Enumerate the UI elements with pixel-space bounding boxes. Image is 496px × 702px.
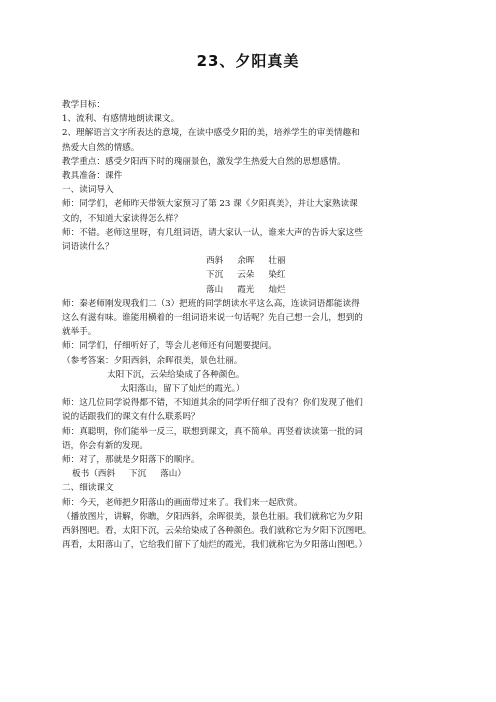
word-row [62, 283, 442, 297]
text-line: 文的，不知道大家读得怎么样？ [62, 213, 183, 224]
text-line: 师：同学们，仔细听好了，等会儿老师还有问题要提问。 [62, 341, 277, 352]
text-line: （播放图片，讲解，你瞧，夕阳西斜，余晖很美，景色壮丽。我们就称它为夕阳 [62, 511, 363, 522]
text-line: 师：这几位同学说得都不错，不知道其余的同学听仔细了没有？你们发现了他们 [62, 398, 363, 409]
word: 霞光 [237, 284, 255, 295]
word: 西斜 [206, 256, 224, 267]
blackboard-note [62, 467, 442, 481]
text-line: 太阳落山，留下了灿烂的霞光。） [120, 384, 245, 395]
text-line: 教具准备：课件 [62, 171, 123, 182]
word: 下沉 [206, 270, 224, 281]
text-line: 西斜图吧。看，太阳下沉，云朵给染成了各种颜色。我们就称它为夕阳下沉图吧。 [62, 526, 372, 537]
word: 灿烂 [268, 284, 286, 295]
text-line: 师：真聪明，你们能举一反三，联想到课文，真不简单。再竖着读读第一批的词 [62, 426, 363, 437]
text-line: 1、流利、有感情地朗读课文。 [62, 114, 180, 125]
text-line: 词语读什么？ [62, 242, 114, 253]
text-line: 语，你会有新的发现。 [62, 440, 148, 451]
text-line: 师：对了，那就是夕阳落下的顺序。 [62, 455, 200, 466]
text-line: 教学目标： [62, 100, 105, 110]
board-item: 板书（西斜 [72, 469, 115, 480]
word: 壮丽 [268, 256, 286, 267]
word-row [62, 268, 442, 282]
board-item: 下沉 [128, 469, 147, 480]
section-heading: 二、细读课文 [62, 483, 114, 494]
text-line: 师：不错。老师这里呀，有几组词语，请大家认一认，谁来大声的告诉大家这些 [62, 227, 363, 238]
word-row [62, 254, 442, 268]
text-line: 就举手。 [62, 327, 97, 338]
word: 余晖 [237, 256, 255, 267]
text-line: 太阳下沉，云朵给染成了各种颜色。 [107, 369, 245, 380]
text-line: 说的话跟我们的课文有什么联系吗？ [62, 412, 200, 423]
text-line: （参考答案：夕阳西斜，余晖很美，景色壮丽。 [62, 355, 243, 366]
section-heading: 一、读词导入 [62, 185, 114, 196]
document-body [62, 98, 442, 553]
page-title: 23、夕阳真美 [196, 52, 300, 70]
text-line: 热爱大自然的情感。 [62, 142, 140, 153]
text-line: 师：同学们，老师昨天带领大家预习了第 23 课《夕阳真美》，并让大家熟读课 [62, 199, 358, 210]
text-line: 师：秦老师刚发现我们二（3）把班的同学朗读水平这么高，连读词语都能读得 [62, 298, 360, 309]
board-item: 落山） [160, 469, 186, 480]
text-line: 这么有滋有味。谁能用横着的一组词语来说一句话呢？先自己想一会儿，想到的 [62, 313, 363, 324]
text-line: 师：今天，老师把夕阳落山的画面带过来了。我们来一起欣赏。 [62, 497, 303, 508]
text-line: 再看，太阳落山了，它给我们留下了灿烂的霞光，我们就称它为夕阳落山图吧。） [62, 540, 368, 551]
word: 云朵 [237, 270, 255, 281]
text-line: 2、理解语言文字所表达的意境，在读中感受夕阳的美，培养学生的审美情趣和 [62, 128, 360, 139]
word: 染红 [268, 270, 286, 281]
text-line: 教学重点：感受夕阳西下时的瑰丽景色，激发学生热爱大自然的思想感情。 [62, 156, 346, 167]
word: 落山 [206, 284, 224, 295]
